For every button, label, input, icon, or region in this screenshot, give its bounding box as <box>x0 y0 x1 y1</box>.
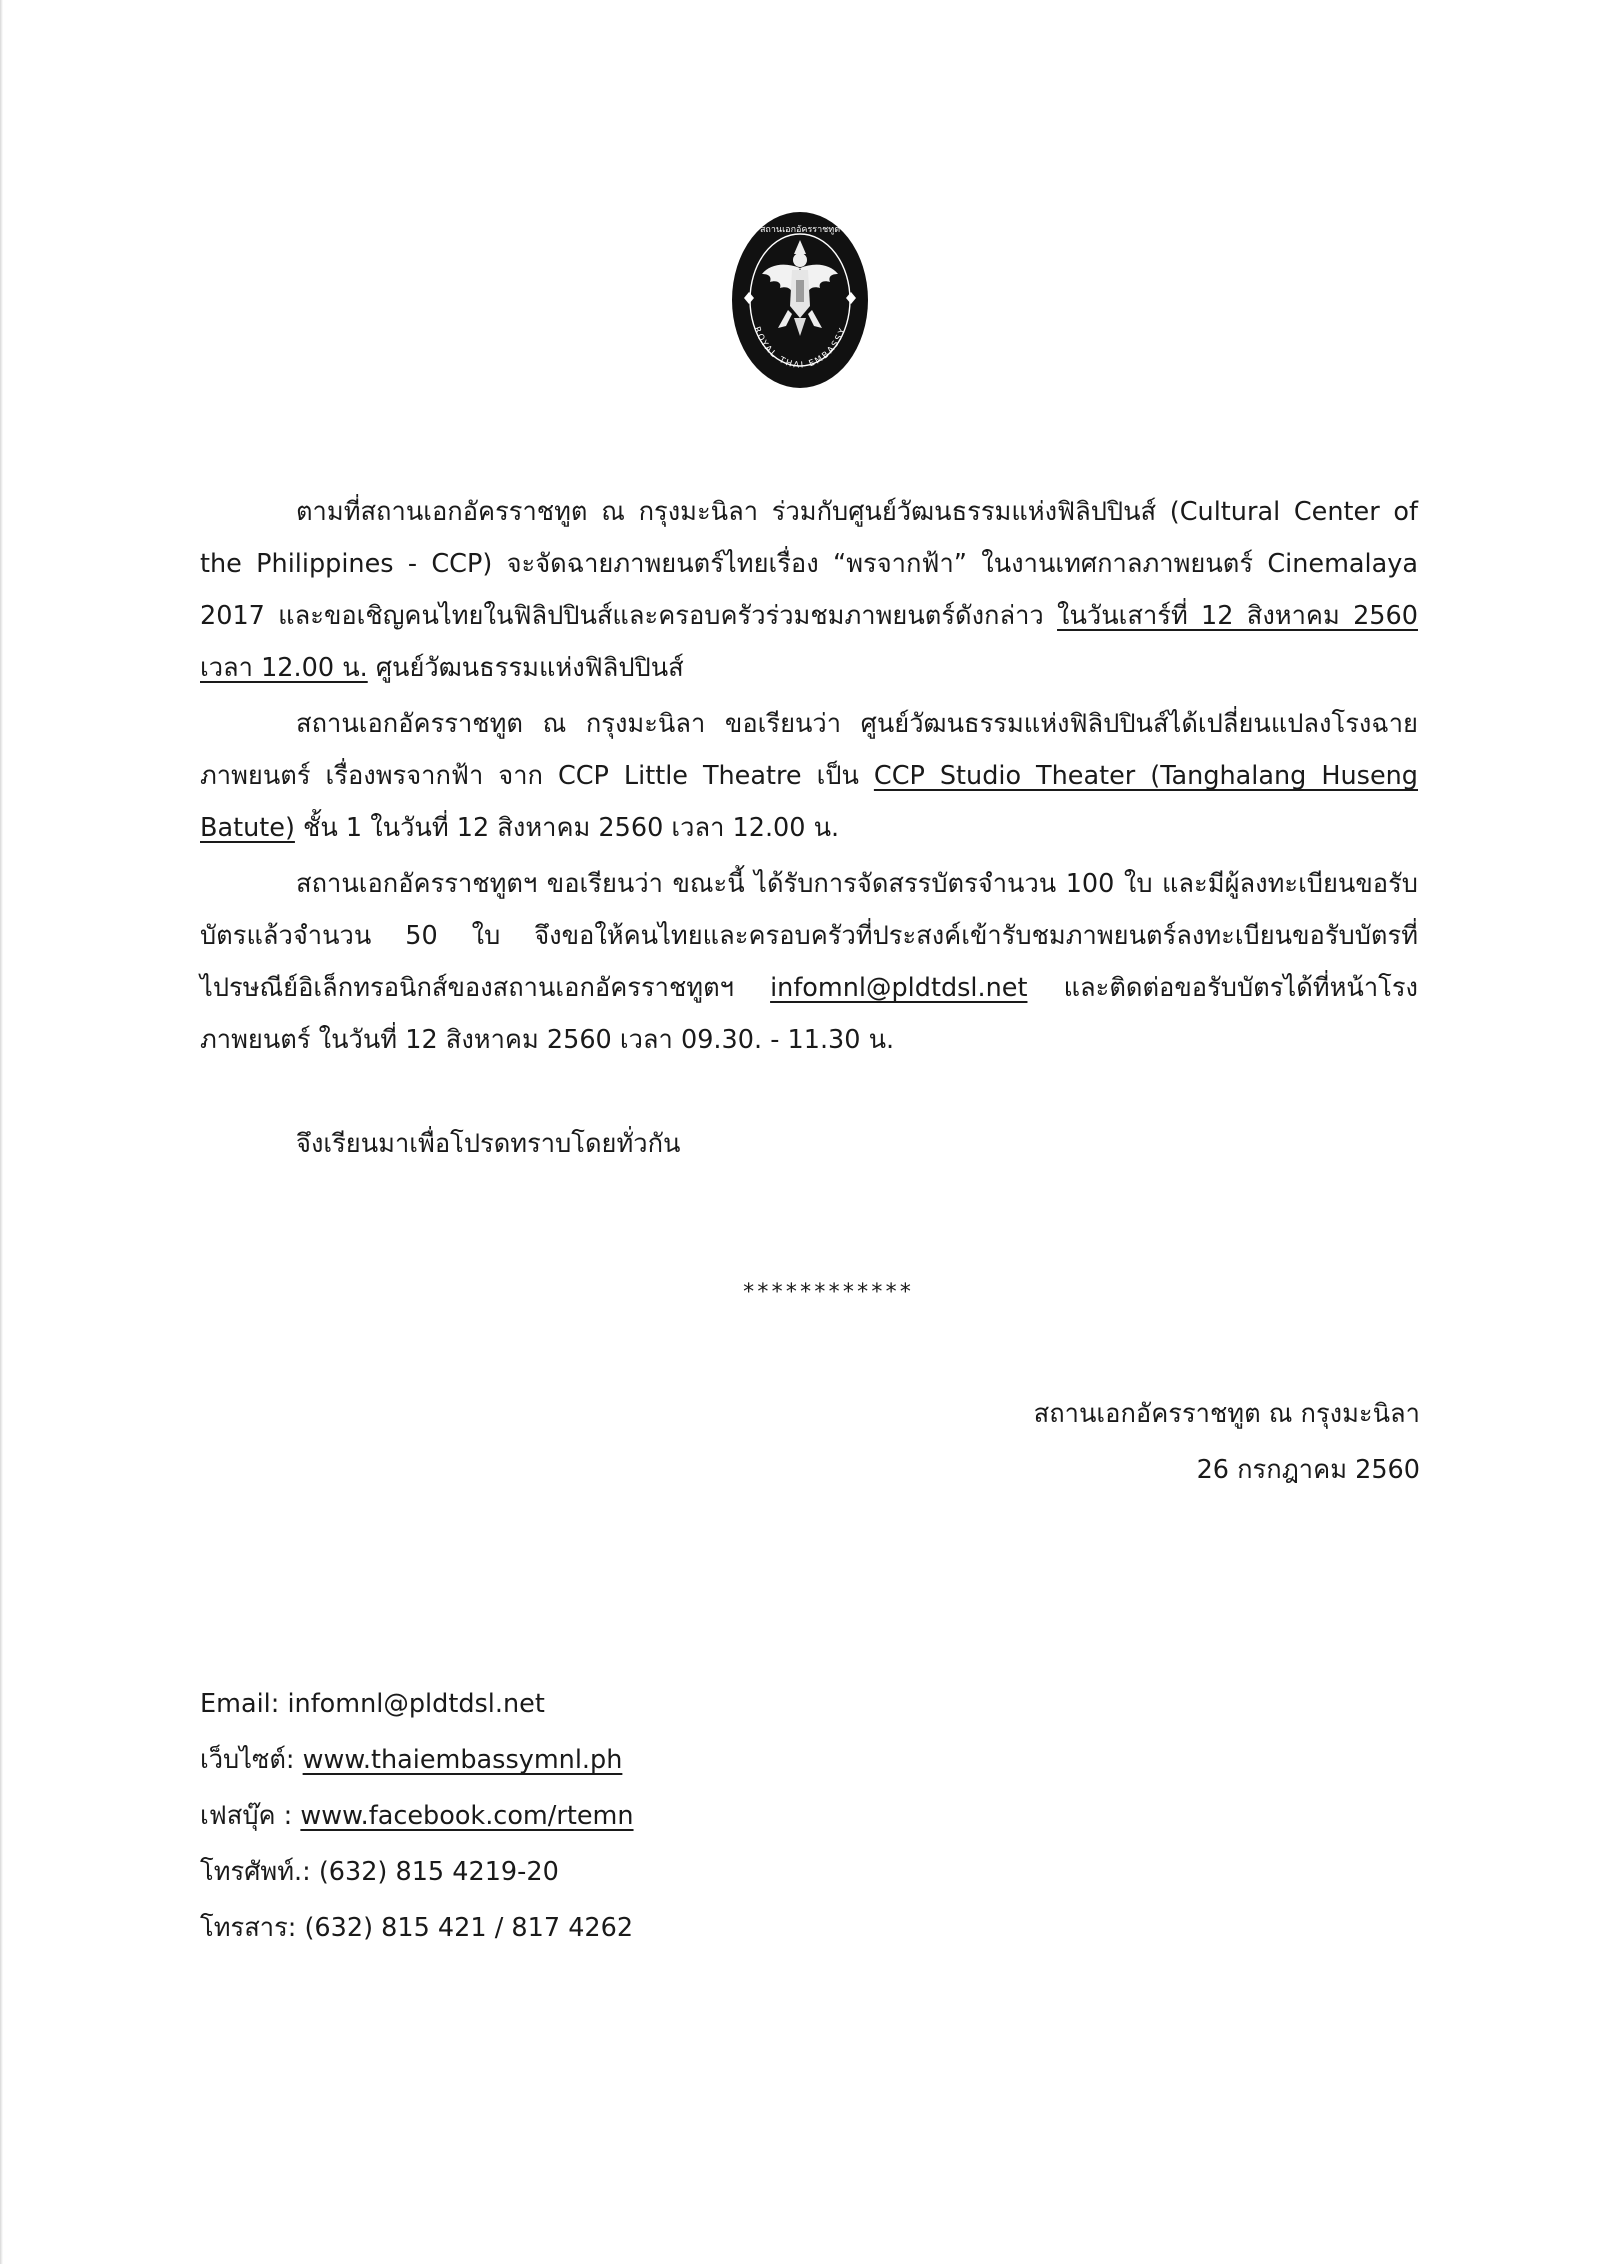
contact-block <box>200 1676 634 1956</box>
website-link[interactable]: www.thaiembassymnl.ph <box>302 1745 623 1775</box>
separator: ************ <box>742 1280 913 1305</box>
registration-email-link[interactable]: infomnl@pldtdsl.net <box>770 973 1028 1003</box>
paragraph-3-tail: และติดต่อขอรับบัตรได้ที่หน้าโรงภาพยนตร์ ในวันที่ 12 สิงหาคม 2560 เวลา 09.30. - 11.30 น. <box>200 973 1418 1055</box>
paragraph-2-text: สถานเอกอัครราชทูต ณ กรุงมะนิลา ขอเรียนว่า ศูนย์วัฒนธรรมแห่งฟิลิปปินส์ได้เปลี่ยนแปลงโรงฉายภาพยนตร์ เรื่องพรจากฟ้า จาก CCP Little Theatre เป็น <box>200 709 1418 791</box>
fax-label: โทรสาร: <box>200 1913 305 1943</box>
scan-edge <box>0 0 3 2264</box>
paragraph-1-tail: ศูนย์วัฒนธรรมแห่งฟิลิปปินส์ <box>367 653 684 683</box>
contact-facebook-row <box>200 1788 634 1844</box>
contact-fax-row <box>200 1900 634 1956</box>
royal-thai-embassy-seal <box>730 210 870 390</box>
signature-block <box>1034 1386 1420 1498</box>
website-label: เว็บไซต์: <box>200 1745 303 1775</box>
contact-email-row <box>200 1676 634 1732</box>
paragraph-3-text: สถานเอกอัครราชทูตฯ ขอเรียนว่า ขณะนี้ ได้รับการจัดสรรบัตรจำนวน 100 ใบ และมีผู้ลงทะเบียนขอรับบัตรแล้วจำนวน 50 ใบ จึงขอให้คนไทยและครอบครัวที่ประสงค์เข้ารับชมภาพยนตร์ลงทะเบียนขอรับบัตรที่ไปรษณีย์อิเล็กทรอนิกส์ของสถานเอกอัครราชทูตฯ <box>200 869 1418 1003</box>
paragraph-announcement <box>200 486 1418 694</box>
letter-date: 26 กรกฎาคม 2560 <box>1196 1455 1420 1485</box>
paragraph-1-text: ตามที่สถานเอกอัครราชทูต ณ กรุงมะนิลา ร่วมกับศูนย์วัฒนธรรมแห่งฟิลิปปินส์ (Cultural Center of the Philippines - CCP) จะจัดฉายภาพยนตร์ไทยเรื่อง “พรจากฟ้า” ในงานเทศกาลภาพยนตร์ Cinemalaya 2017 และขอเชิญคนไทยในฟิลิปปินส์และครอบครัวร่วมชมภาพยนตร์ดังกล่าว <box>200 497 1418 631</box>
facebook-label: เฟสบุ๊ค : <box>200 1801 301 1831</box>
garuda-emblem-icon <box>730 210 870 390</box>
paragraph-tickets <box>200 858 1418 1066</box>
closing-line: จึงเรียนมาเพื่อโปรดทราบโดยทั่วกัน <box>296 1129 681 1159</box>
phone-label: โทรศัพท์.: <box>200 1857 319 1887</box>
screening-datetime: ในวันเสาร์ที่ 12 สิงหาคม 2560 เวลา 12.00 น. <box>200 601 1418 683</box>
paragraph-venue-change <box>200 698 1418 854</box>
contact-website-row <box>200 1732 634 1788</box>
letter-body <box>200 486 1418 1170</box>
email-label: Email: <box>200 1689 288 1719</box>
contact-phone-row <box>200 1844 634 1900</box>
paragraph-2-tail: ชั้น 1 ในวันที่ 12 สิงหาคม 2560 เวลา 12.00 น. <box>294 813 840 843</box>
fax-value: (632) 815 421 / 817 4262 <box>304 1913 634 1943</box>
new-venue: CCP Studio Theater (Tanghalang Huseng Batute) <box>200 761 1418 843</box>
phone-value: (632) 815 4219-20 <box>318 1857 559 1887</box>
seal-top-text: สถานเอกอัครราชทูต <box>759 225 841 235</box>
facebook-link[interactable]: www.facebook.com/rtemn <box>300 1801 634 1831</box>
seal-bottom-text: ROYAL THAI EMBASSY <box>751 325 849 371</box>
signatory: สถานเอกอัครราชทูต ณ กรุงมะนิลา <box>1033 1399 1420 1429</box>
email-value[interactable]: infomnl@pldtdsl.net <box>287 1689 545 1719</box>
